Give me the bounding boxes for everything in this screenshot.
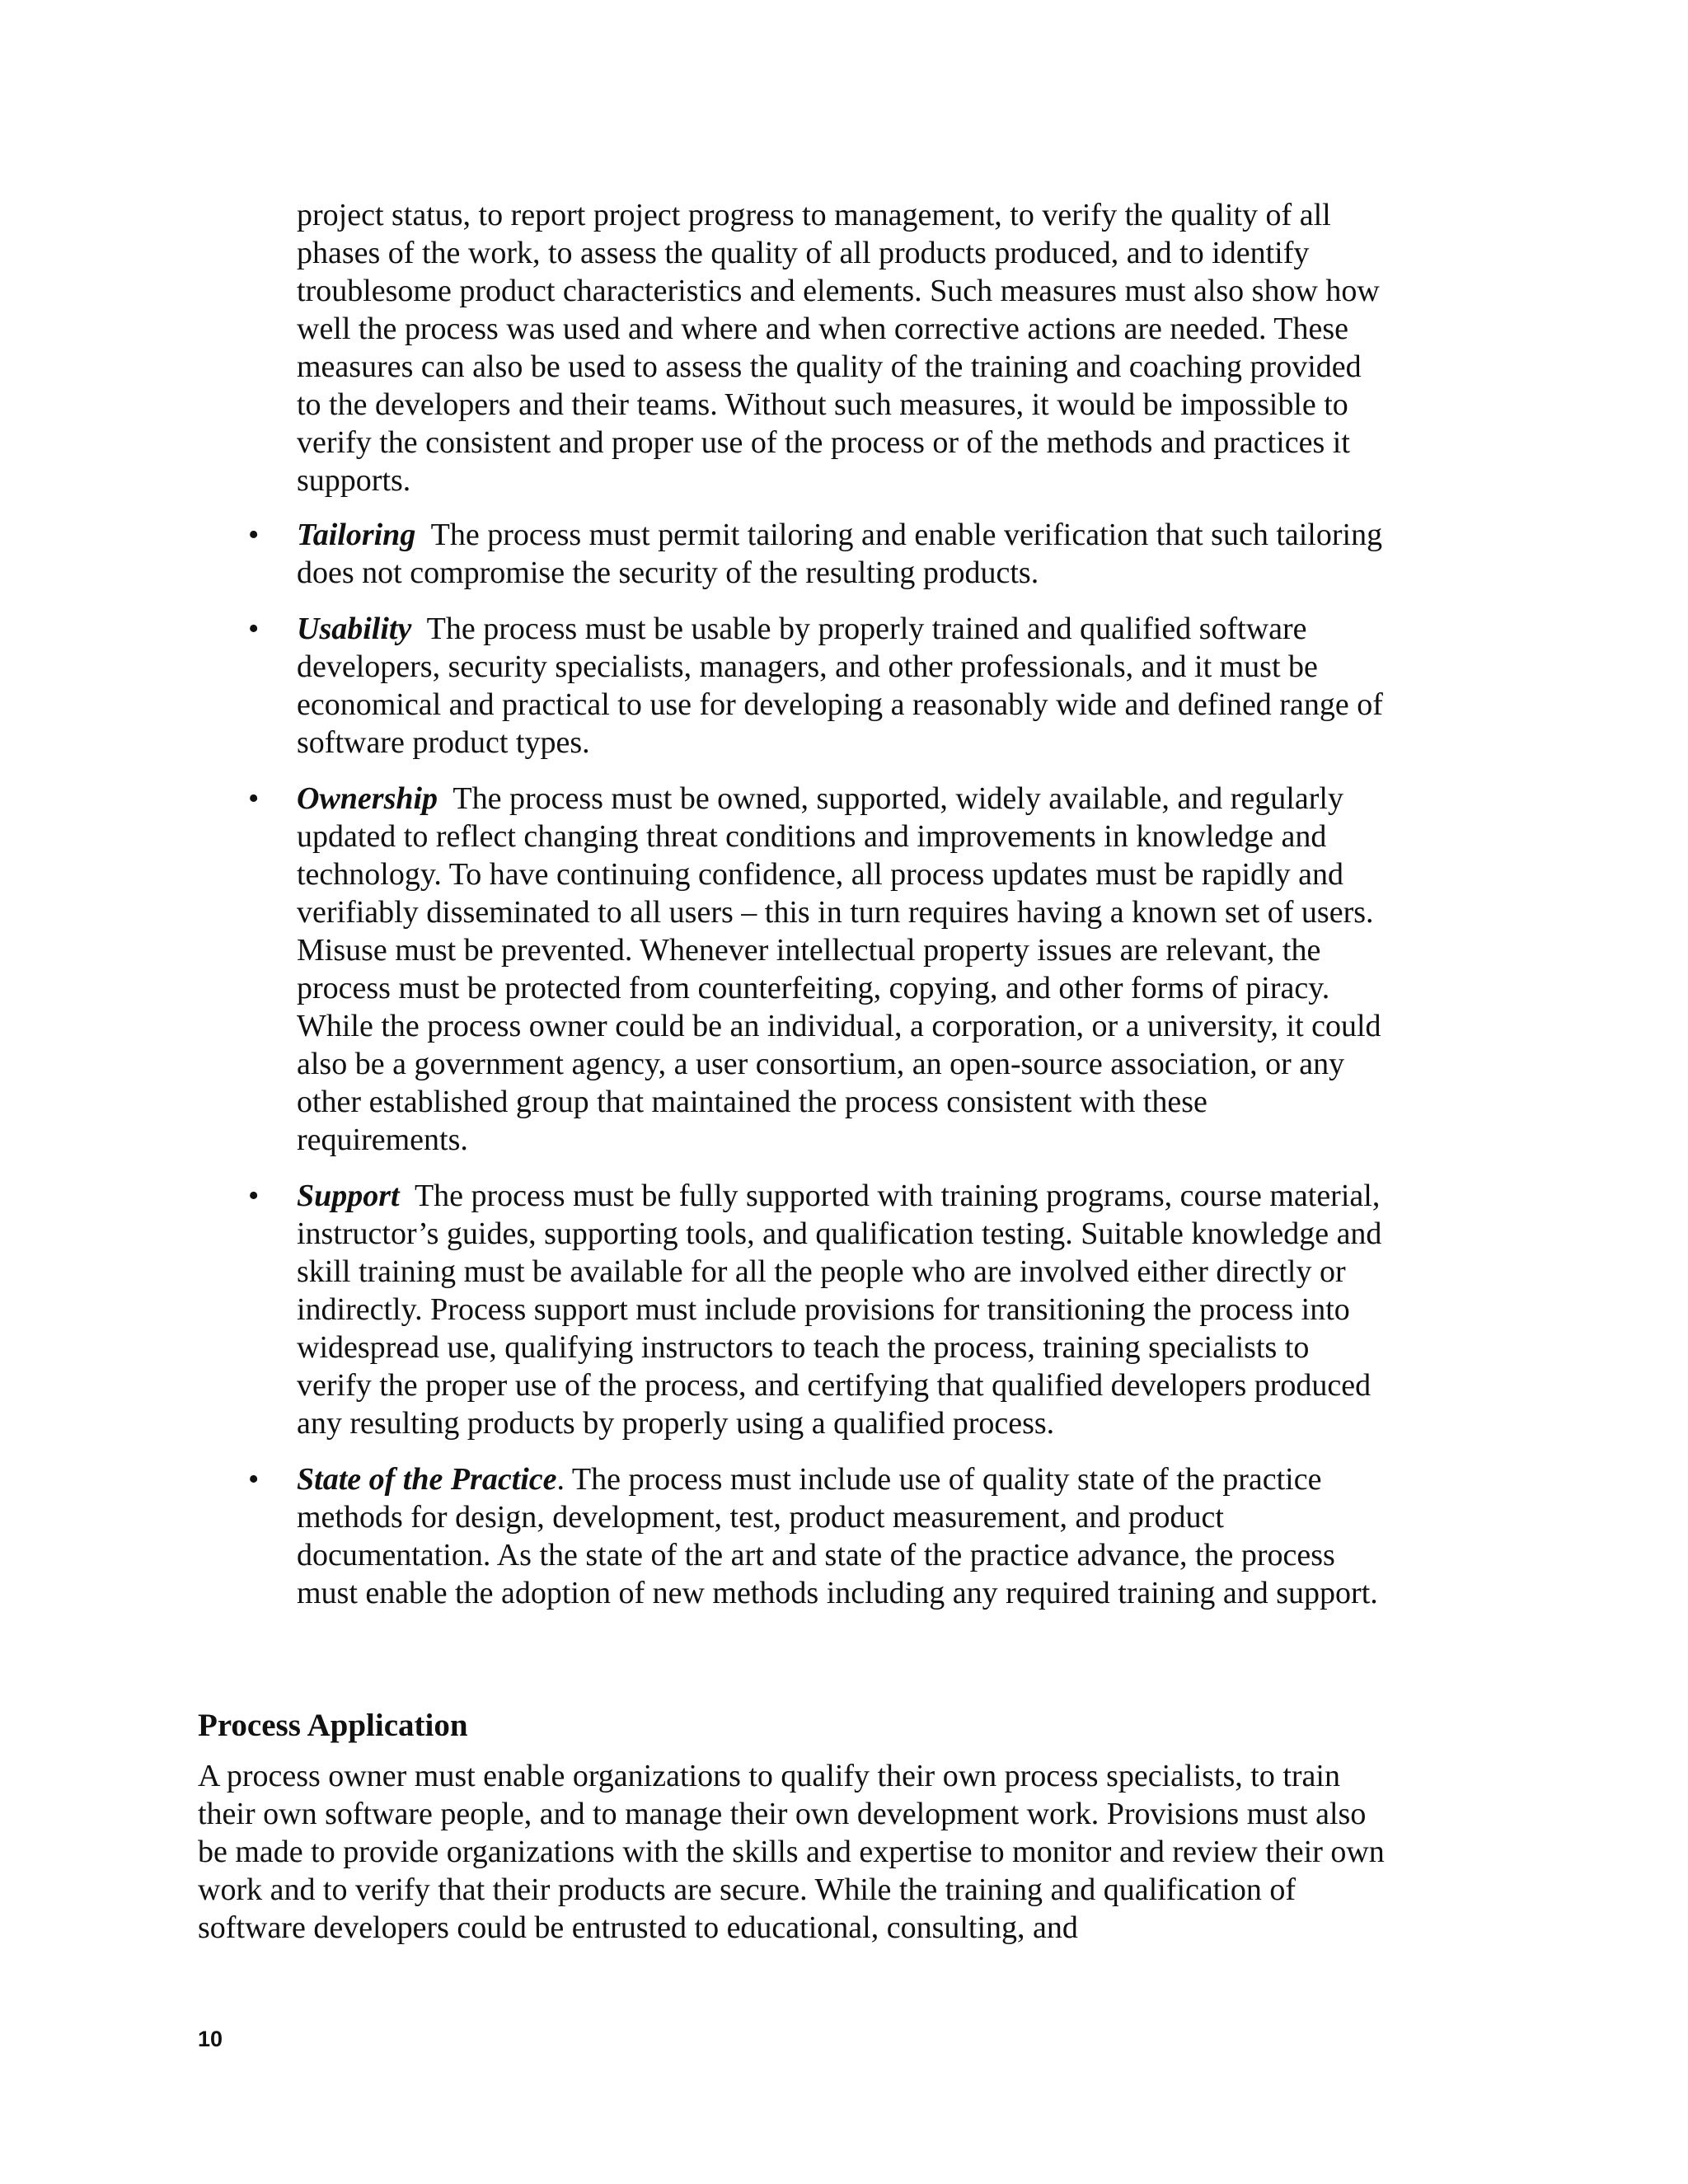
item-term: Usability bbox=[297, 612, 412, 646]
bullet-icon: • bbox=[248, 781, 260, 816]
bullet-icon: • bbox=[248, 518, 260, 552]
item-text: . The process must include use of quality state of the practice methods for design, development, test, product measurement, and product documentation. As the state of the art and state of the practice advance, the process must enable the adoption of new methods including any required training and support. bbox=[297, 1462, 1378, 1610]
requirements-list bbox=[248, 516, 1391, 1630]
item-text: The process must be owned, supported, widely available, and regularly updated to reflect changing threat conditions and improvements in knowledge and technology. To have continuing confidence, all process updates must be rapidly and verifiably disseminated to all users – this in turn requires having a known set of users. Misuse must be prevented. Whenever intellectual property issues are relevant, the process must be protected from counterfeiting, copying, and other forms of piracy. While the process owner could be an individual, a corporation, or a university, it could also be a government agency, a user consortium, an open-source association, or any other established group that maintained the process consistent with these requirements. bbox=[297, 781, 1390, 1157]
section-paragraph: A process owner must enable organizations to qualify their own process specialists, to train their own software people, and to manage their own development work. Provisions must also be made to provide organizations with the skills and expertise to monitor and review their own work and to verify that their products are secure. While the training and qualification of software developers could be entrusted to educational, consulting, and bbox=[198, 1759, 1385, 1945]
list-item-support bbox=[248, 1177, 1390, 1442]
continuation-paragraph: project status, to report project progress to management, to verify the quality of all phases of the work, to assess the quality of all products produced, and to identify troublesome product characteristics and elements. Such measures must also show how well the process was used and where and when corrective actions are needed. These measures can also be used to assess the quality of the training and coaching provided to the developers and their teams. Without such measures, it would be impossible to verify the consistent and proper use of the process or of the methods and practices it supports. bbox=[297, 198, 1380, 498]
bullet-icon: • bbox=[248, 1179, 260, 1213]
item-term: Ownership bbox=[297, 781, 438, 816]
item-text: The process must be fully supported with training programs, course material, instructor’s guides, supporting tools, and qualification testing. Suitable knowledge and skill training must be available for all the people who are involved either directly or indirectly. Process support must include provisions for transitioning the process into widespread use, qualifying instructors to teach the process, training specialists to verify the proper use of the process, and certifying that qualified developers produced any resulting products by properly using a qualified process. bbox=[297, 1179, 1390, 1441]
bullet-icon: • bbox=[248, 1462, 260, 1497]
item-term: State of the Practice bbox=[297, 1462, 557, 1497]
item-term: Tailoring bbox=[297, 518, 416, 552]
list-item-ownership bbox=[248, 780, 1390, 1159]
list-item-state-of-the-practice bbox=[248, 1460, 1385, 1612]
item-text: The process must permit tailoring and enable verification that such tailoring does not compromise the security of the resulting products. bbox=[297, 518, 1390, 590]
item-term: Support bbox=[297, 1179, 400, 1213]
page-number: 10 bbox=[198, 2027, 223, 2051]
section-heading: Process Application bbox=[198, 1708, 468, 1743]
bullet-icon: • bbox=[248, 612, 260, 646]
list-item-tailoring bbox=[248, 516, 1390, 592]
list-item-usability bbox=[248, 610, 1391, 762]
item-text: The process must be usable by properly trained and qualified software developers, security specialists, managers, and other professionals, and it must be economical and practical to use for developing a reasonably wide and defined range of software product types. bbox=[297, 612, 1391, 760]
